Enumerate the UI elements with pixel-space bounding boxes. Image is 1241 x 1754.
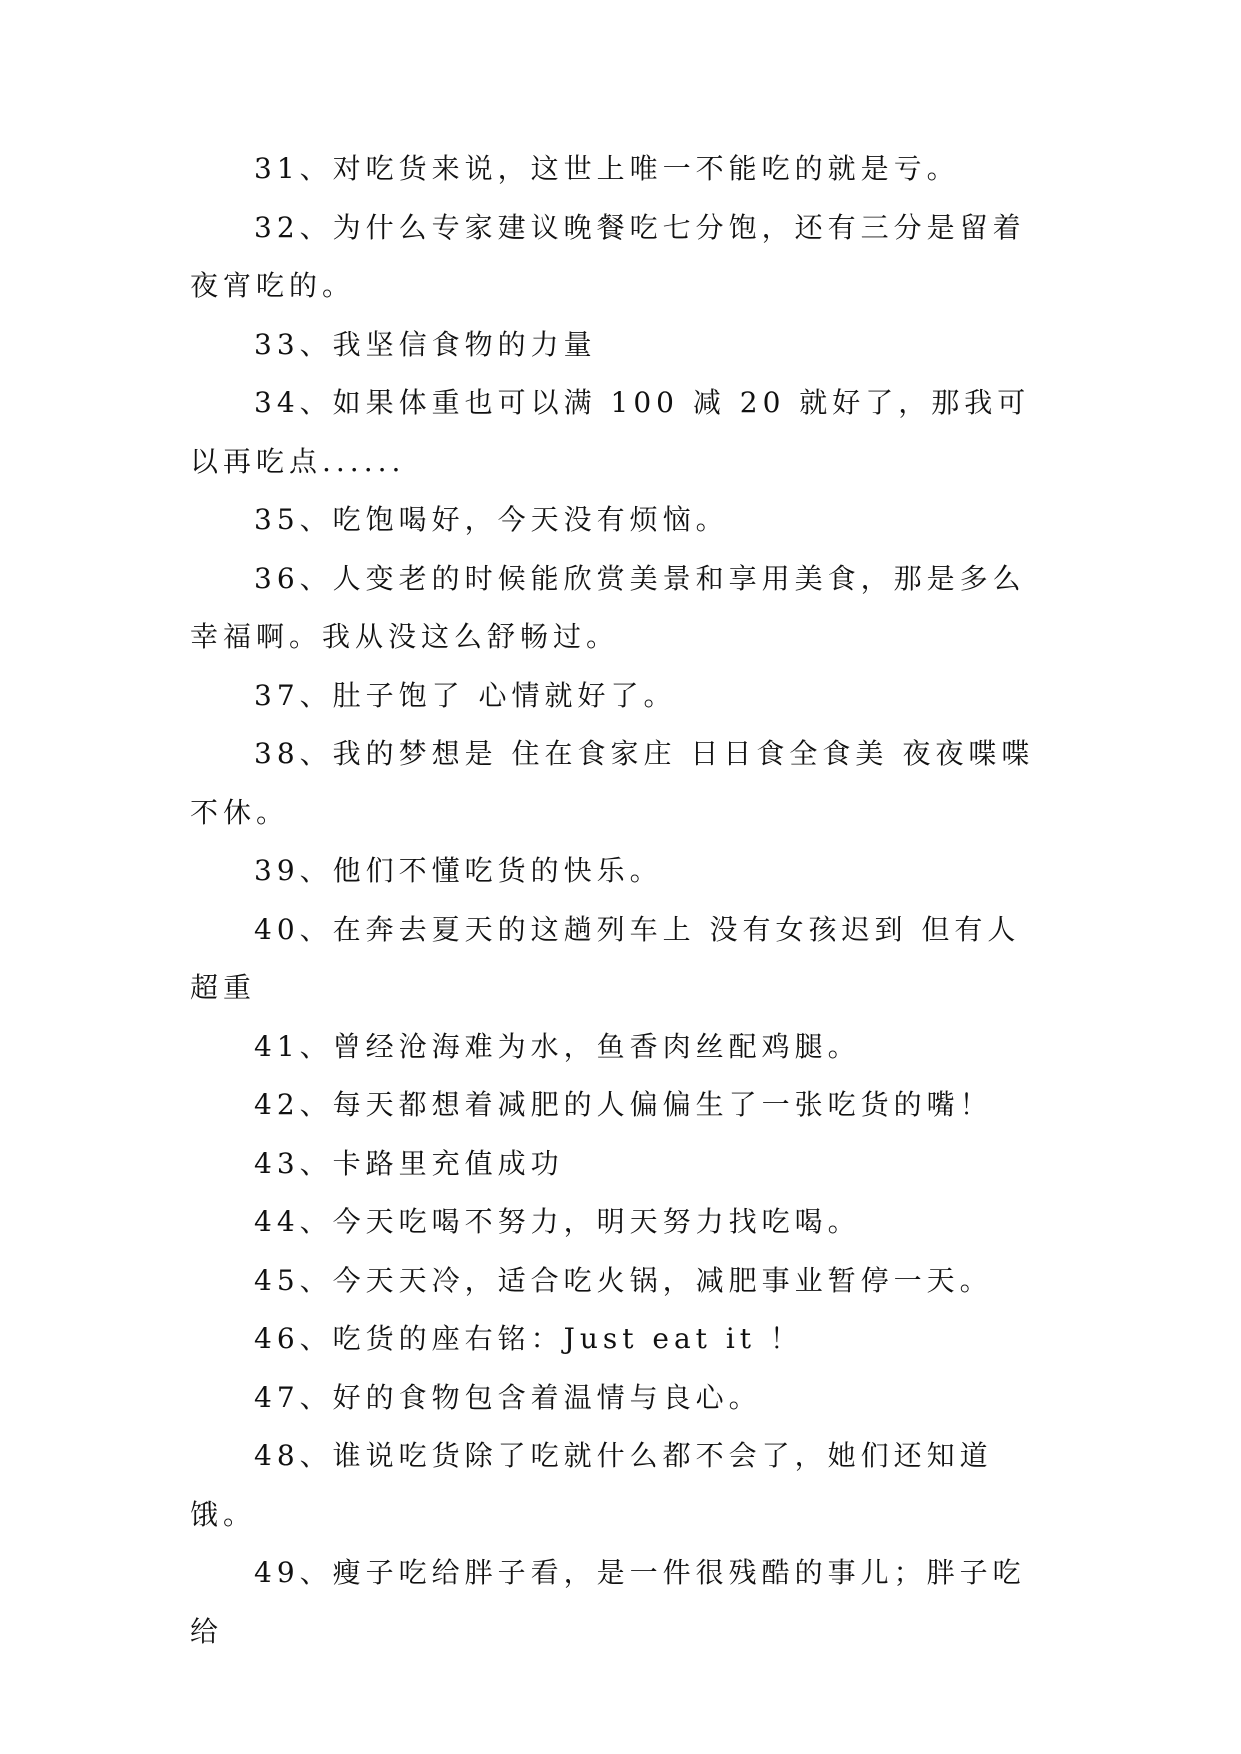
paragraph-36: 36、人变老的时候能欣赏美景和享用美食，那是多么幸福啊。我从没这么舒畅过。 bbox=[190, 561, 1026, 653]
paragraph-45: 45、今天天冷，适合吃火锅，减肥事业暂停一天。 bbox=[254, 1263, 993, 1297]
paragraph-47: 47、好的食物包含着温情与良心。 bbox=[254, 1380, 762, 1414]
paragraph-42: 42、每天都想着减肥的人偏偏生了一张吃货的嘴！ bbox=[254, 1088, 993, 1121]
paragraph-40: 40、在奔去夏天的这趟列车上 没有女孩迟到 但有人超重 bbox=[190, 912, 1021, 1004]
paragraph-43: 43、卡路里充值成功 bbox=[254, 1146, 564, 1180]
paragraph-35: 35、吃饱喝好，今天没有烦恼。 bbox=[254, 503, 729, 536]
paragraph-39: 39、他们不懂吃货的快乐。 bbox=[254, 854, 663, 887]
paragraph-33: 33、我坚信食物的力量 bbox=[254, 327, 597, 361]
paragraph-37: 37、肚子饱了 心情就好了。 bbox=[254, 678, 677, 712]
paragraph-31: 31、对吃货来说，这世上唯一不能吃的就是亏。 bbox=[254, 152, 960, 185]
paragraph-49: 49、瘦子吃给胖子看，是一件很残酷的事儿；胖子吃给 bbox=[190, 1556, 1026, 1648]
paragraph-32: 32、为什么专家建议晚餐吃七分饱，还有三分是留着夜宵吃的。 bbox=[190, 210, 1026, 302]
paragraph-38: 38、我的梦想是 住在食家庄 日日食全食美 夜夜喋喋不休。 bbox=[190, 737, 1035, 829]
paragraph-34: 34、如果体重也可以满 100 减 20 就好了，那我可以再吃点...... bbox=[190, 386, 1031, 478]
document-body bbox=[190, 140, 1052, 1661]
paragraph-48: 48、谁说吃货除了吃就什么都不会了，她们还知道饿。 bbox=[190, 1439, 993, 1531]
paragraph-44: 44、今天吃喝不努力，明天努力找吃喝。 bbox=[254, 1205, 861, 1238]
paragraph-41: 41、曾经沧海难为水，鱼香肉丝配鸡腿。 bbox=[254, 1029, 861, 1063]
paragraph-46: 46、吃货的座右铭：Just eat it ！ bbox=[254, 1322, 803, 1355]
